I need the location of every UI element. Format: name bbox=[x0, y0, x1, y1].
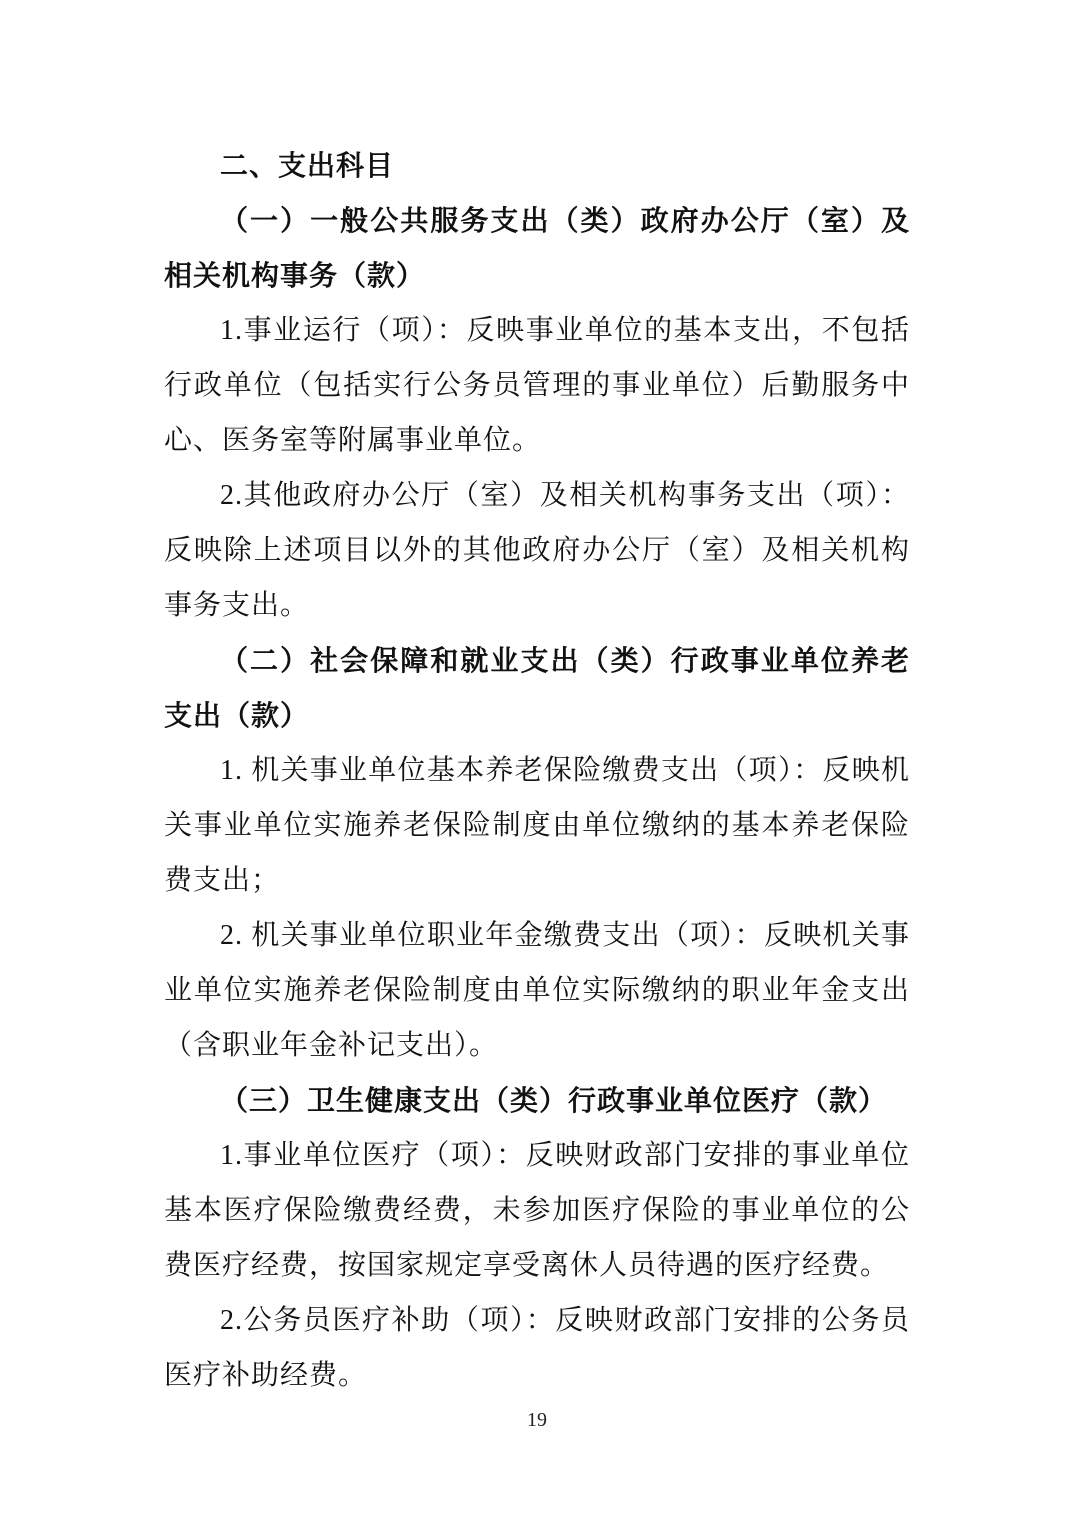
page-number: 19 bbox=[527, 1409, 547, 1431]
doc-paragraph: 1.事业运行（项）：反映事业单位的基本支出，不包括行政单位（包括实行公务员管理的事业单位）后勤服务中心、医务室等附属事业单位。 bbox=[164, 315, 910, 456]
doc-heading: （三）卫生健康支出（类）行政事业单位医疗（款） bbox=[220, 1085, 888, 1116]
doc-paragraph: 2.公务员医疗补助（项）：反映财政部门安排的公务员医疗补助经费。 bbox=[164, 1305, 910, 1391]
document-body bbox=[164, 138, 910, 1403]
doc-paragraph: 1. 机关事业单位基本养老保险缴费支出（项）：反映机关事业单位实施养老保险制度由单位缴纳的基本养老保险费支出； bbox=[164, 755, 910, 896]
section-title: 二、支出科目 bbox=[220, 150, 395, 181]
doc-paragraph: 2.其他政府办公厅（室）及相关机构事务支出（项）：反映除上述项目以外的其他政府办公厅（室）及相关机构事务支出。 bbox=[164, 480, 910, 621]
doc-heading: （一）一般公共服务支出（类）政府办公厅（室）及相关机构事务（款） bbox=[164, 205, 910, 291]
doc-heading: （二）社会保障和就业支出（类）行政事业单位养老支出（款） bbox=[164, 645, 910, 731]
doc-paragraph: 1.事业单位医疗（项）：反映财政部门安排的事业单位基本医疗保险缴费经费，未参加医疗保险的事业单位的公费医疗经费，按国家规定享受离休人员待遇的医疗经费。 bbox=[164, 1140, 910, 1281]
doc-paragraph: 2. 机关事业单位职业年金缴费支出（项）：反映机关事业单位实施养老保险制度由单位实际缴纳的职业年金支出（含职业年金补记支出）。 bbox=[164, 920, 910, 1061]
